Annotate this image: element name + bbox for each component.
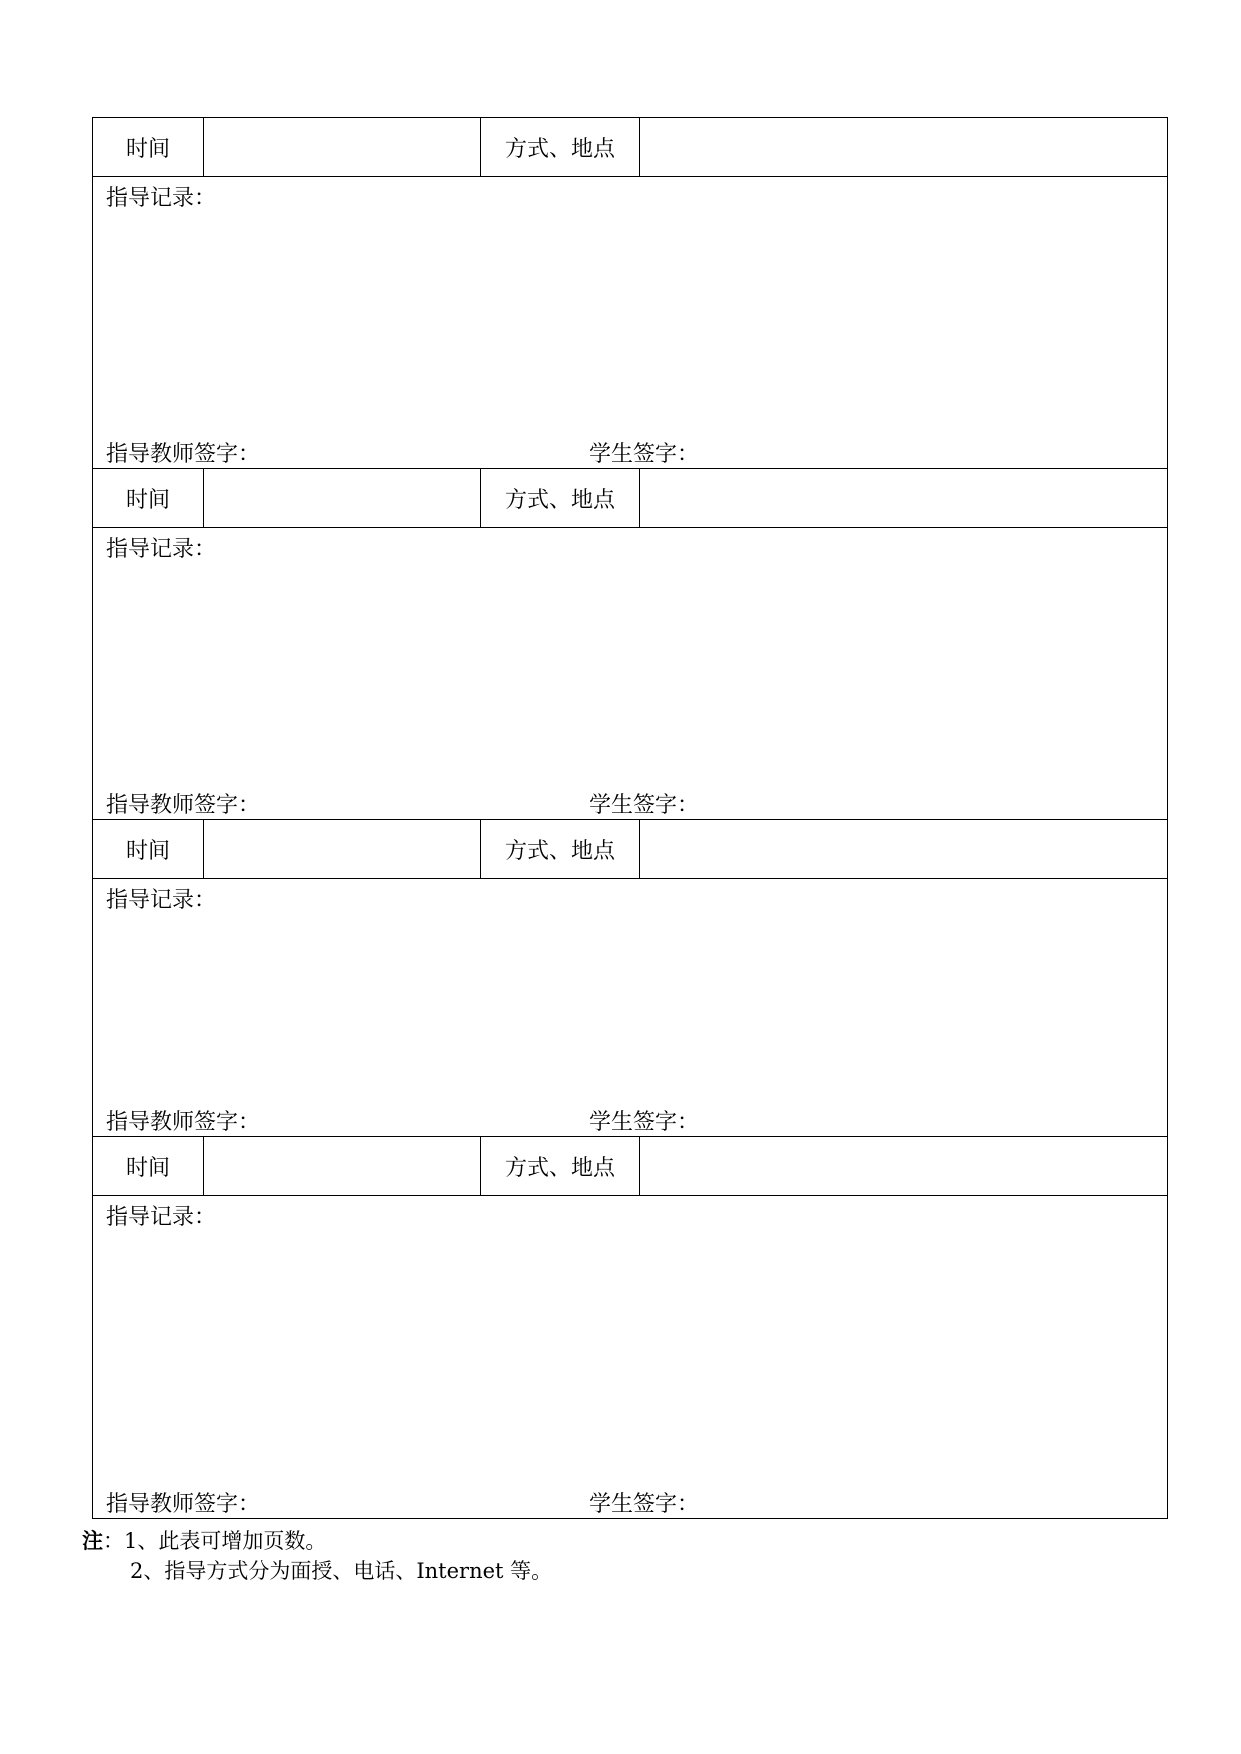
record-area[interactable] <box>93 528 1167 820</box>
teacher-signature-label: 指导教师签字： <box>106 793 261 818</box>
student-signature-label: 学生签字： <box>589 442 700 467</box>
method-place-label: 方式、地点 <box>481 1137 640 1195</box>
time-label: 时间 <box>93 469 204 527</box>
record-label: 指导记录： <box>106 537 217 562</box>
student-signature-label: 学生签字： <box>589 1492 700 1517</box>
session-block-3 <box>92 820 1168 1137</box>
student-signature-label: 学生签字： <box>589 1110 700 1135</box>
time-value-cell[interactable] <box>204 469 481 527</box>
note-line-1 <box>82 1526 552 1556</box>
time-value-cell[interactable] <box>204 118 481 176</box>
note-colon: ： <box>103 1529 124 1553</box>
teacher-signature-label: 指导教师签字： <box>106 1492 261 1517</box>
record-area[interactable] <box>93 879 1167 1137</box>
note-prefix: 注 <box>82 1528 103 1553</box>
method-place-value-cell[interactable] <box>640 1137 1167 1195</box>
note-line-2 <box>82 1556 552 1586</box>
record-area[interactable] <box>93 1196 1167 1518</box>
note-text-2: 2、指导方式分为面授、电话、Internet 等。 <box>130 1559 553 1583</box>
method-place-value-cell[interactable] <box>640 118 1167 176</box>
session-header-row <box>93 1137 1167 1196</box>
notes-section <box>82 1526 552 1586</box>
session-header-row <box>93 820 1167 879</box>
time-value-cell[interactable] <box>204 1137 481 1195</box>
time-label: 时间 <box>93 1137 204 1195</box>
time-label: 时间 <box>93 118 204 176</box>
record-label: 指导记录： <box>106 1205 217 1230</box>
teacher-signature-label: 指导教师签字： <box>106 442 261 467</box>
guidance-record-form <box>92 117 1168 1519</box>
session-block-2 <box>92 469 1168 820</box>
method-place-value-cell[interactable] <box>640 469 1167 527</box>
record-area[interactable] <box>93 177 1167 469</box>
session-header-row <box>93 469 1167 528</box>
record-label: 指导记录： <box>106 888 217 913</box>
note-text-1: 1、此表可增加页数。 <box>124 1529 327 1553</box>
method-place-label: 方式、地点 <box>481 469 640 527</box>
student-signature-label: 学生签字： <box>589 793 700 818</box>
teacher-signature-label: 指导教师签字： <box>106 1110 261 1135</box>
method-place-value-cell[interactable] <box>640 820 1167 878</box>
time-value-cell[interactable] <box>204 820 481 878</box>
time-label: 时间 <box>93 820 204 878</box>
method-place-label: 方式、地点 <box>481 820 640 878</box>
session-block-1 <box>92 117 1168 469</box>
record-label: 指导记录： <box>106 186 217 211</box>
session-block-4 <box>92 1137 1168 1519</box>
method-place-label: 方式、地点 <box>481 118 640 176</box>
session-header-row <box>93 118 1167 177</box>
